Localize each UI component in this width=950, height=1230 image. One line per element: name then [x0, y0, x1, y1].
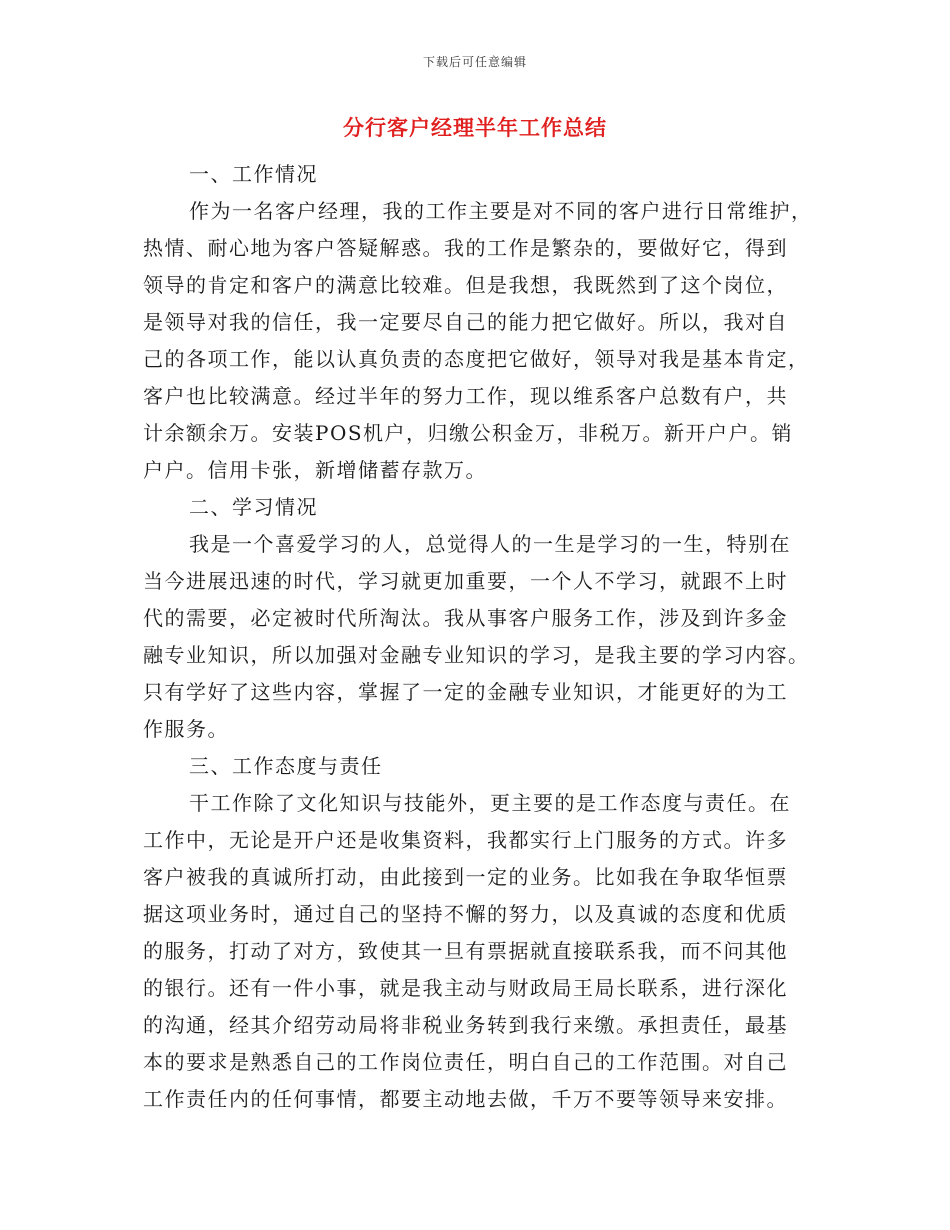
- paragraph-line: 热情、耐心地为客户答疑解惑。我的工作是繁杂的，要做好它，得到: [143, 236, 788, 260]
- paragraph-line: 工作中，无论是开户还是收集资料，我都实行上门服务的方式。许多: [143, 828, 788, 852]
- paragraph-line: 的银行。还有一件小事，就是我主动与财政局王局长联系，进行深化: [143, 976, 788, 1000]
- paragraph-line: 是领导对我的信任，我一定要尽自己的能力把它做好。所以，我对自: [143, 310, 788, 334]
- paragraph-line: 的服务，打动了对方，致使其一旦有票据就直接联系我，而不问其他: [143, 939, 788, 963]
- paragraph-line: 代的需要，必定被时代所淘汰。我从事客户服务工作，涉及到许多金: [143, 606, 788, 630]
- paragraph-line: 本的要求是熟悉自己的工作岗位责任，明白自己的工作范围。对自己: [143, 1050, 788, 1074]
- document-body: [143, 156, 813, 1118]
- document-title: 分行客户经理半年工作总结: [343, 116, 607, 140]
- paragraph-line: 客户被我的真诚所打动，由此接到一定的业务。比如我在争取华恒票: [143, 865, 788, 889]
- paragraph-line: 领导的肯定和客户的满意比较难。但是我想，我既然到了这个岗位，: [143, 273, 788, 297]
- paragraph-line: 干工作除了文化知识与技能外，更主要的是工作态度与责任。在: [189, 791, 791, 815]
- section-heading-study: 二、学习情况: [189, 495, 318, 519]
- paragraph-line: 当今进展迅速的时代，学习就更加重要，一个人不学习，就跟不上时: [143, 569, 788, 593]
- paragraph-line: 的沟通，经其介绍劳动局将非税业务转到我行来缴。承担责任，最基: [143, 1013, 788, 1037]
- header-note: 下载后可任意编辑: [422, 55, 527, 69]
- paragraph-line: 作服务。: [143, 717, 229, 741]
- paragraph-line: 己的各项工作，能以认真负责的态度把它做好，领导对我是基本肯定，: [143, 347, 810, 371]
- paragraph-line: 计余额余万。安装POS机户，归缴公积金万，非税万。新开户户。销: [143, 421, 794, 445]
- paragraph-line: 客户也比较满意。经过半年的努力工作，现以维系客户总数有户，共: [143, 384, 788, 408]
- paragraph-line: 作为一名客户经理，我的工作主要是对不同的客户进行日常维护，: [189, 199, 813, 223]
- paragraph-line: 户户。信用卡张，新增储蓄存款万。: [143, 458, 487, 482]
- paragraph-line: 融专业知识，所以加强对金融专业知识的学习，是我主要的学习内容。: [143, 643, 810, 667]
- paragraph-line: 只有学好了这些内容，掌握了一定的金融专业知识，才能更好的为工: [143, 680, 788, 704]
- section-heading-attitude: 三、工作态度与责任: [189, 754, 383, 778]
- paragraph-line: 据这项业务时，通过自己的坚持不懈的努力，以及真诚的态度和优质: [143, 902, 788, 926]
- paragraph-line: 我是一个喜爱学习的人，总觉得人的一生是学习的一生，特别在: [189, 532, 791, 556]
- paragraph-line: 工作责任内的任何事情，都要主动地去做，千万不要等领导来安排。: [143, 1087, 788, 1111]
- section-heading-work: 一、工作情况: [189, 162, 318, 186]
